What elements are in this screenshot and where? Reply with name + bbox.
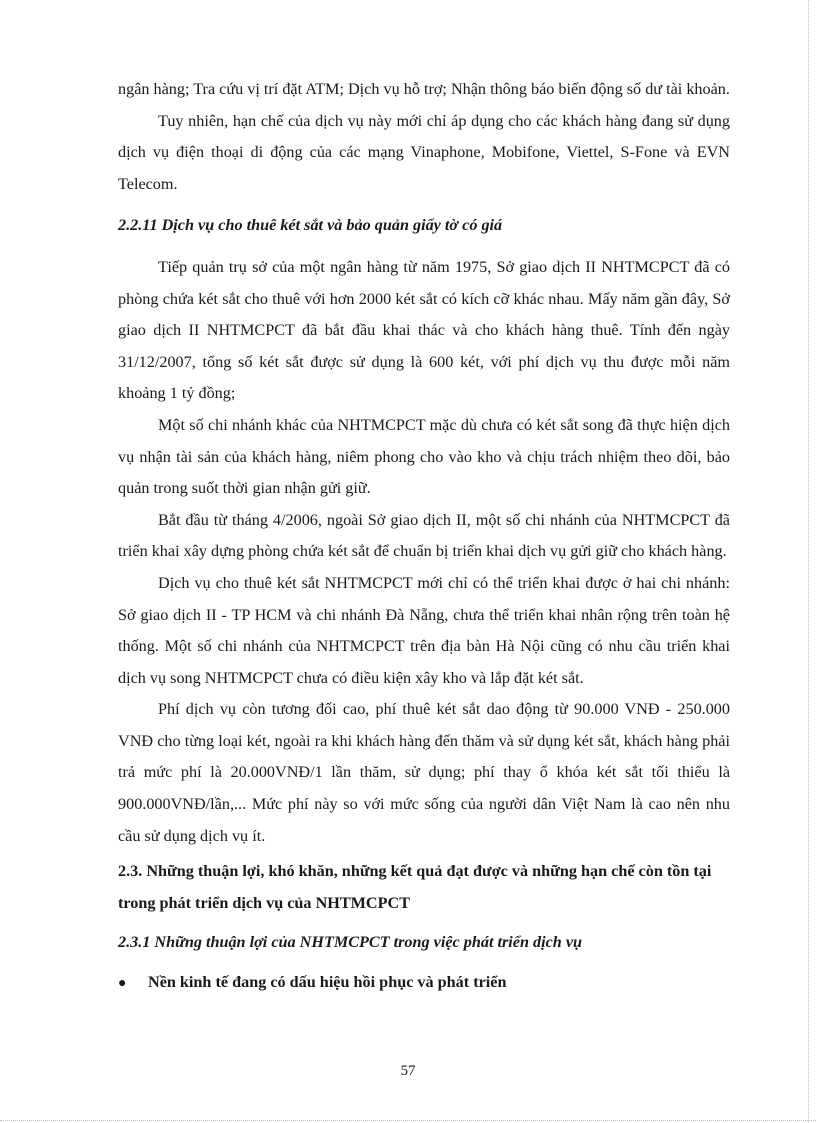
bullet-icon: ● (118, 976, 127, 992)
paragraph-safe-deposit-history: Tiếp quản trụ sở của một ngân hàng từ năm 1975, Sở giao dịch II NHTMCPCT đã có phòng chứa két sắt cho thuê với hơn 2000 két sắt có kích cỡ khác nhau. Mấy năm gần đây, Sở giao dịch II NHTMCPCT đã bắt đầu khai thác và cho khách hàng thuê. Tính đến ngày 31/12/2007, tổng số két sắt được sử dụng là 600 két, với phí dịch vụ thu được mỗi năm khoảng 1 tỷ đồng; (118, 257, 730, 403)
bullet-text: Nền kinh tế đang có dấu hiệu hồi phục và phát triển (148, 973, 507, 992)
heading-2-2-11: 2.2.11 Dịch vụ cho thuê két sắt và bảo quản giấy tờ có giá (118, 216, 503, 235)
page-number: 57 (400, 1063, 416, 1079)
page-border-right (808, 0, 809, 1123)
paragraph-limitation: Tuy nhiên, hạn chế của dịch vụ này mới chỉ áp dụng cho các khách hàng đang sử dụng dịch vụ điện thoại di động của các mạng Vinaphone, Mobifone, Viettel, S-Fone và EVN Telecom. (118, 111, 730, 193)
heading-2-3-1: 2.3.1 Những thuận lợi của NHTMCPCT trong việc phát triển dịch vụ (118, 933, 583, 952)
heading-2-3: 2.3. Những thuận lợi, khó khăn, những kết quả đạt được và những hạn chế còn tồn tại trong phát triển dịch vụ của NHTMCPCT (118, 862, 712, 912)
page-border-bottom (0, 1120, 816, 1121)
bullet-list-item (118, 967, 730, 1000)
paragraph-fees: Phí dịch vụ còn tương đối cao, phí thuê két sắt dao động từ 90.000 VNĐ - 250.000 VNĐ cho từng loại két, ngoài ra khi khách hàng đến thăm và sử dụng két sắt, khách hàng phải trả mức phí là 20.000VNĐ/1 lần thăm, sử dụng; phí thay ổ khóa két sắt tối thiểu là 900.000VNĐ/lần,... Mức phí này so với mức sống của người dân Việt Nam là cao nên nhu cầu sử dụng dịch vụ ít. (118, 700, 730, 845)
paragraph-april-2006: Bắt đầu từ tháng 4/2006, ngoài Sở giao dịch II, một số chi nhánh của NHTMCPCT đã triển khai xây dựng phòng chứa két sắt để chuẩn bị triển khai dịch vụ gửi giữ cho khách hàng. (118, 510, 730, 561)
paragraph-two-branches: Dịch vụ cho thuê két sắt NHTMCPCT mới chỉ có thể triển khai được ở hai chi nhánh: Sở giao dịch II - TP HCM và chi nhánh Đà Nẵng, chưa thể triển khai nhân rộng trên toàn hệ thống. Một số chi nhánh của NHTMCPCT trên địa bàn Hà Nội cũng có nhu cầu triển khai dịch vụ song NHTMCPCT chưa có điều kiện xây kho và lắp đặt két sắt. (118, 573, 730, 687)
page-content (118, 74, 730, 1000)
paragraph-continuation: ngân hàng; Tra cứu vị trí đặt ATM; Dịch vụ hỗ trợ; Nhận thông báo biến động số dư tài khoản. (118, 80, 730, 98)
paragraph-other-branches: Một số chi nhánh khác của NHTMCPCT mặc dù chưa có két sắt song đã thực hiện dịch vụ nhận tài sản của khách hàng, niêm phong cho vào kho và chịu trách nhiệm theo dõi, bảo quản trong suốt thời gian nhận gửi giữ. (118, 415, 730, 498)
